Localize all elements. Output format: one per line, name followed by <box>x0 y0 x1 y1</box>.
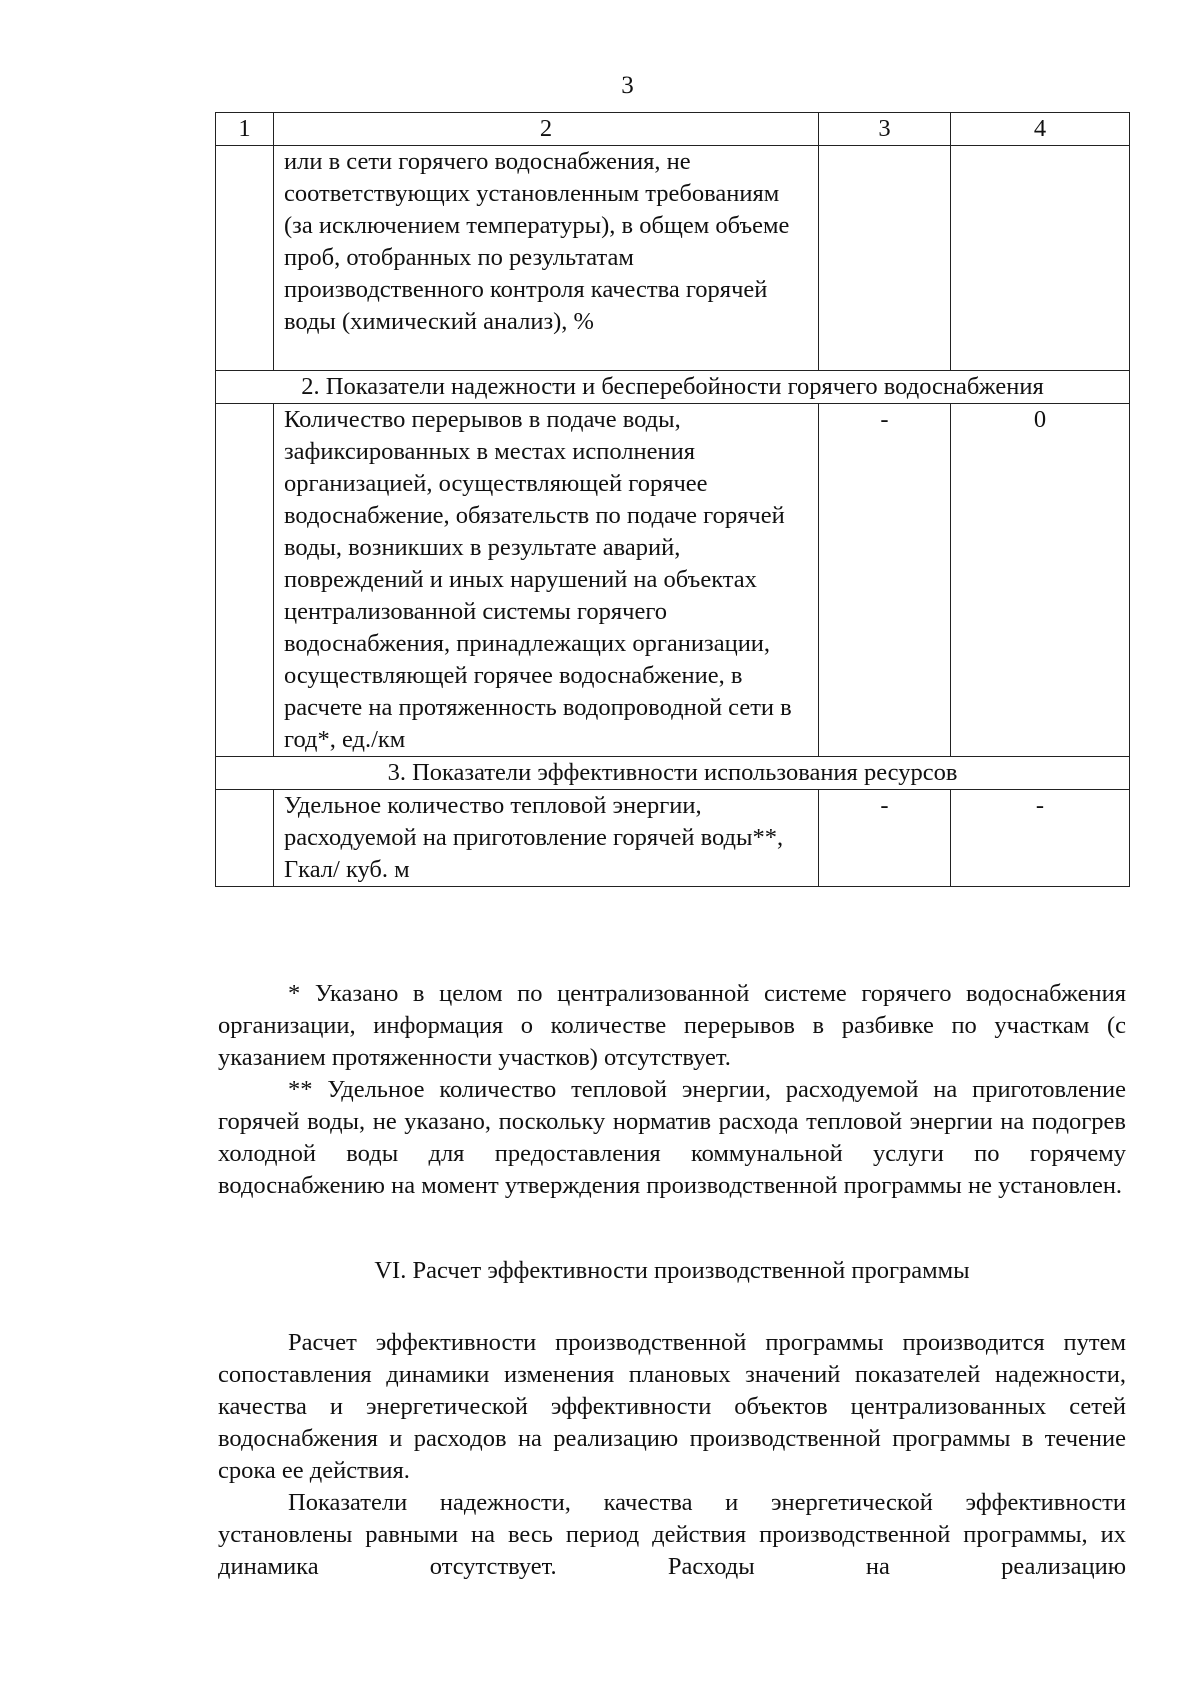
table-header-row <box>216 113 1130 146</box>
indicator-name-cell: или в сети горячего водоснабжения, не соответствующих установленным требованиям (за исключением температуры), в общем объеме проб, отобранных по результатам производственного контроля качества горячей воды (химический анализ), % <box>274 146 819 371</box>
row-number-cell <box>216 404 274 757</box>
value-cell: 0 <box>951 404 1130 757</box>
value-cell: - <box>819 404 951 757</box>
section-title: 2. Показатели надежности и бесперебойности горячего водоснабжения <box>216 371 1130 404</box>
table-row <box>216 790 1130 887</box>
column-header: 3 <box>819 113 951 146</box>
column-header: 4 <box>951 113 1130 146</box>
section-heading: VI. Расчет эффективности производственной программы <box>374 1257 970 1284</box>
paragraph: Показатели надежности, качества и энергетической эффективности установлены равными на весь период действия производственной программы, их динамика отсутствует. Расходы на реализацию <box>218 1489 1126 1580</box>
column-header: 2 <box>274 113 819 146</box>
value-cell: - <box>951 790 1130 887</box>
footnotes <box>218 978 1126 1202</box>
paragraph: Расчет эффективности производственной программы производится путем сопоставления динамики изменения плановых значений показателей надежности, качества и энергетической эффективности объектов централизованных сетей водоснабжения и расходов на реализацию производственной программы в течение срока ее действия. <box>218 1329 1126 1484</box>
section-row <box>216 757 1130 790</box>
value-cell <box>819 146 951 371</box>
footnote-1: * Указано в целом по централизованной системе горячего водоснабжения организации, информация о количестве перерывов в разбивке по участкам (с указанием протяженности участков) отсутствует. <box>218 980 1126 1071</box>
indicators-table <box>215 112 1130 887</box>
section-body <box>218 1327 1126 1583</box>
footnote-2: ** Удельное количество тепловой энергии, расходуемой на приготовление горячей воды, не указано, поскольку норматив расхода тепловой энергии на подогрев холодной воды для предоставления коммунальной услуги по горячему водоснабжению на момент утверждения производственной программы не установлен. <box>218 1076 1126 1199</box>
value-cell <box>951 146 1130 371</box>
section-title: 3. Показатели эффективности использования ресурсов <box>216 757 1130 790</box>
row-number-cell <box>216 146 274 371</box>
value-cell: - <box>819 790 951 887</box>
indicator-name-cell: Удельное количество тепловой энергии, расходуемой на приготовление горячей воды**, Гкал/ куб. м <box>274 790 819 887</box>
row-number-cell <box>216 790 274 887</box>
page-number: 3 <box>621 72 634 99</box>
table-row <box>216 404 1130 757</box>
section-row <box>216 371 1130 404</box>
indicator-name-cell: Количество перерывов в подаче воды, зафиксированных в местах исполнения организацией, осуществляющей горячее водоснабжение, обязательств по подаче горячей воды, возникших в результате аварий, повреждений и иных нарушений на объектах централизованной системы горячего водоснабжения, принадлежащих организации, осуществляющей горячее водоснабжение, в расчете на протяженность водопроводной сети в год*, ед./км <box>274 404 819 757</box>
column-header: 1 <box>216 113 274 146</box>
table-row <box>216 146 1130 371</box>
